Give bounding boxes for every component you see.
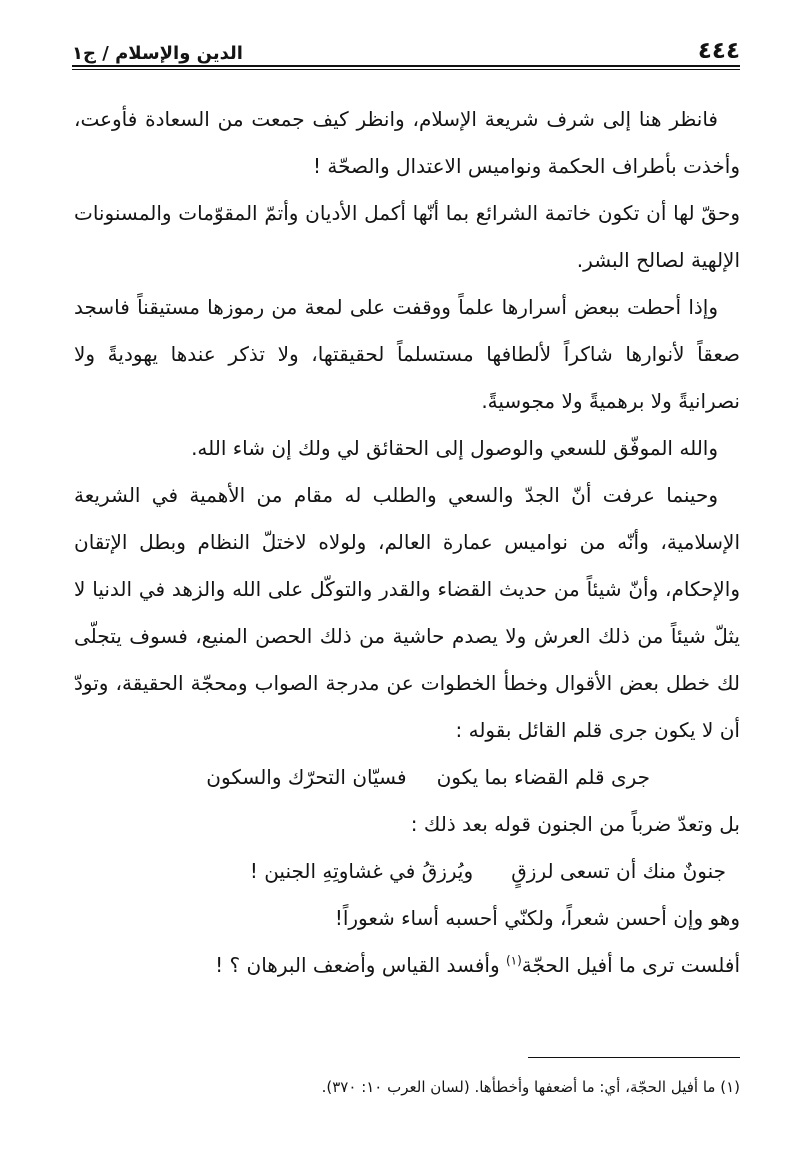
paragraph: وإذا أحطت ببعض أسرارها علماً ووقفت على لمعة من رموزها مستيقناً فاسجد صعقاً لأنوارها شاكراً لألطافها مستسلماً لحقيقتها، ولا تذكر عندها يهوديةً ولا نصرانيةً ولا برهميةً ولا مجوسيةً.: [74, 295, 740, 413]
poem-verse: [74, 754, 740, 801]
paragraph: والله الموفّق للسعي والوصول إلى الحقائق لي ولك إن شاء الله.: [191, 436, 718, 460]
header-rule-thick: [72, 65, 740, 67]
text-line: [74, 942, 740, 989]
footnote-separator: [528, 1057, 740, 1058]
page-body: [74, 96, 740, 989]
footnote-marker[interactable]: (١): [505, 953, 522, 968]
text-fragment: أفلست ترى ما أفيل الحجّة: [521, 953, 740, 977]
paragraph: فانظر هنا إلى شرف شريعة الإسلام، وانظر كيف جمعت من السعادة فأوعت، وأخذت بأطراف الحكمة ونواميس الاعتدال والصحّة !: [74, 107, 740, 178]
verse-right-hemistich: جرى قلم القضاء بما يكون: [436, 765, 650, 789]
text-line: بل وتعدّ ضرباً من الجنون قوله بعد ذلك :: [410, 812, 740, 836]
verse-left-hemistich: فسيّان التحرّك والسكون: [206, 765, 407, 789]
poem-verse-line: جنونٌ منك أن تسعى لرزقٍ ويُرزقُ في غشاوتِهِ الجنين !: [249, 859, 726, 883]
running-head: الدين والإسلام / ج١: [72, 43, 243, 64]
paragraph: وحقّ لها أن تكون خاتمة الشرائع بما أنّها أكمل الأديان وأتمّ المقوّمات والمسنونات الإلهية لصالح البشر.: [74, 201, 740, 272]
footnote: (١) ما أفيل الحجّة، أي: ما أضعفها وأخطأها. (لسان العرب ١٠: ٣٧٠).: [321, 1078, 740, 1096]
text-line: وهو وإن أحسن شعراً، ولكنّي أحسبه أساء شعوراً!: [334, 906, 740, 930]
paragraph: وحينما عرفت أنّ الجدّ والسعي والطلب له مقام من الأهمية في الشريعة الإسلامية، وأنّه من نواميس عمارة العالم، ولولاه لاختلّ النظام وبطل الإتقان والإحكام، وأنّ شيئاً من حديث القضاء والقدر والتوكّل على الله والزهد في الدنيا لا يثلّ شيئاً من ذلك العرش ولا يصدم حاشية من ذلك الحصن المنيع، فسوف يتجلّى لك خطل بعض الأقوال وخطأ الخطوات عن مدرجة الصواب ومحجّة الحقيقة، وتودّ أن لا يكون جرى قلم القائل بقوله :: [74, 483, 740, 742]
page-header: [72, 30, 740, 64]
header-rule-thin: [72, 69, 740, 70]
text-fragment: وأفسد القياس وأضعف البرهان ؟ !: [215, 953, 506, 977]
page-number: ٤٤٤: [697, 38, 740, 64]
